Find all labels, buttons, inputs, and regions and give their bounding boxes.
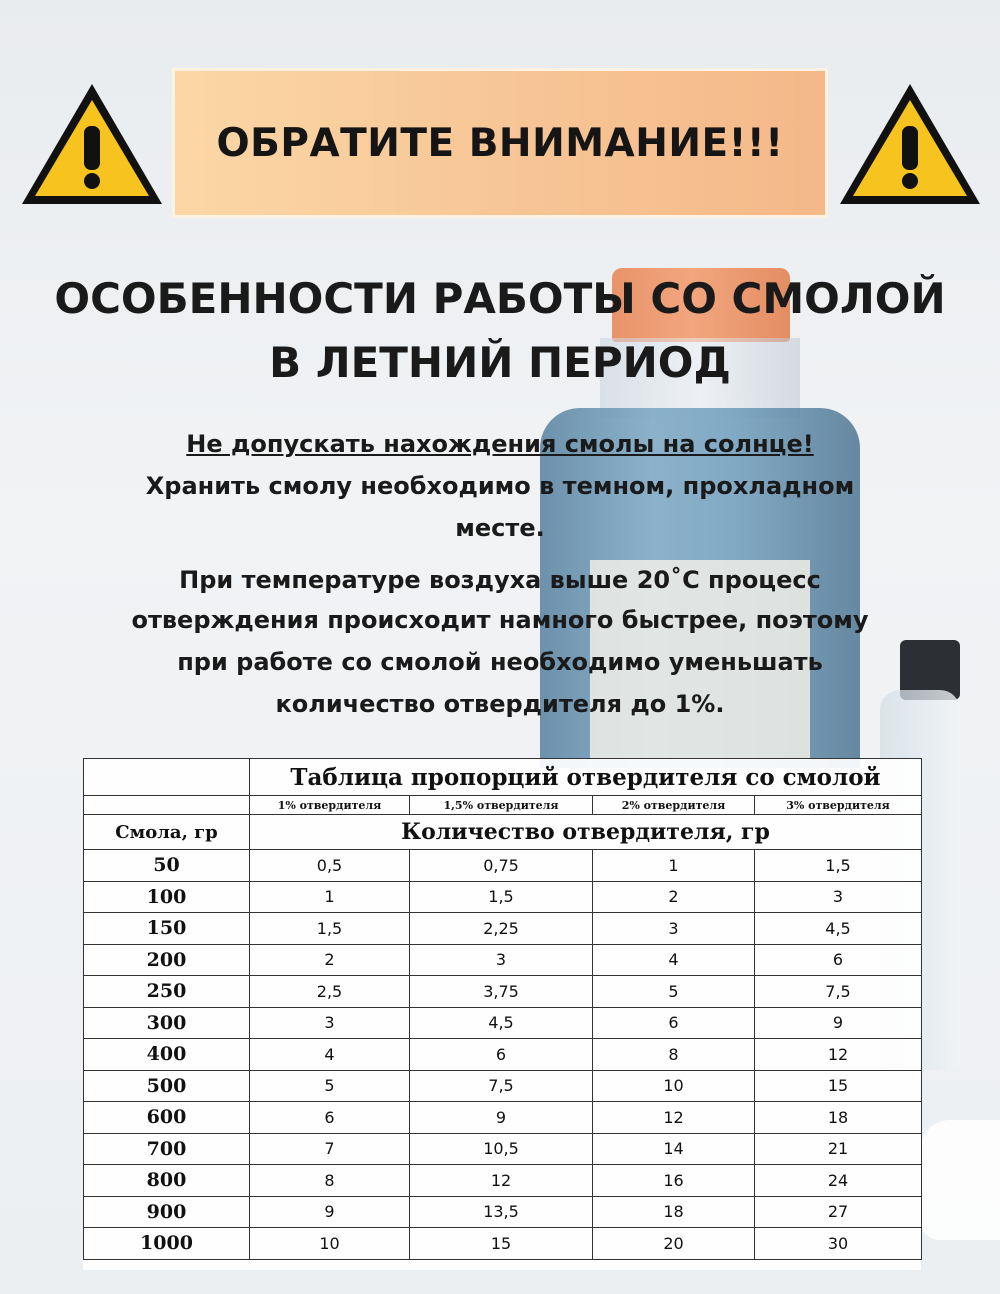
hardener-amount-cell: 7,5 [755, 976, 922, 1008]
hardener-amount-cell: 2,25 [410, 913, 593, 945]
hardener-amount-cell: 1,5 [755, 850, 922, 882]
resin-amount-cell: 50 [84, 850, 250, 882]
hardener-amount-cell: 3 [593, 913, 755, 945]
hardener-amount-cell: 5 [250, 1070, 410, 1102]
table-row [84, 913, 922, 945]
hardener-amount-cell: 12 [755, 1039, 922, 1071]
hardener-amount-cell: 13,5 [410, 1196, 593, 1228]
hardener-amount-cell: 15 [410, 1228, 593, 1260]
subheader-1pct: 1% отвердителя [250, 796, 410, 815]
hardener-amount-cell: 10 [593, 1070, 755, 1102]
resin-amount-cell: 400 [84, 1039, 250, 1071]
table-corner-cell [84, 796, 250, 815]
hardener-amount-cell: 7,5 [410, 1070, 593, 1102]
hardener-amount-cell: 2 [593, 881, 755, 913]
hardener-amount-cell: 6 [593, 1007, 755, 1039]
resin-amount-cell: 800 [84, 1165, 250, 1197]
hardener-amount-cell: 4,5 [755, 913, 922, 945]
resin-amount-cell: 300 [84, 1007, 250, 1039]
hardener-amount-cell: 15 [755, 1070, 922, 1102]
attention-banner: ОБРАТИТЕ ВНИМАНИЕ!!! [172, 68, 828, 218]
resin-amount-cell: 1000 [84, 1228, 250, 1260]
table-title: Таблица пропорций отвердителя со смолой [250, 759, 922, 796]
hardener-amount-cell: 9 [250, 1196, 410, 1228]
hardener-amount-cell: 2,5 [250, 976, 410, 1008]
hardener-amount-cell: 0,75 [410, 850, 593, 882]
table-row [84, 1070, 922, 1102]
ratio-table [83, 758, 922, 1260]
hardener-amount-cell: 1,5 [250, 913, 410, 945]
hardener-amount-cell: 1 [593, 850, 755, 882]
hardener-amount-cell: 1,5 [410, 881, 593, 913]
hardener-amount-cell: 5 [593, 976, 755, 1008]
headline-line2: В ЛЕТНИЙ ПЕРИОД [269, 338, 731, 387]
headline-line1: ОСОБЕННОСТИ РАБОТЫ СО СМОЛОЙ [54, 274, 946, 323]
table-row [84, 881, 922, 913]
hardener-amount-cell: 21 [755, 1133, 922, 1165]
hardener-amount-cell: 0,5 [250, 850, 410, 882]
hardener-amount-cell: 9 [755, 1007, 922, 1039]
hardener-amount-cell: 8 [593, 1039, 755, 1071]
sun-warning: Не допускать нахождения смолы на солнце! [186, 430, 814, 458]
resin-amount-cell: 600 [84, 1102, 250, 1134]
warning-triangle-icon [836, 80, 984, 208]
resin-amount-cell: 150 [84, 913, 250, 945]
hardener-amount-cell: 2 [250, 944, 410, 976]
ratio-table-container [83, 758, 921, 1270]
storage-text-1: Хранить смолу необходимо в темном, прохладном [145, 472, 855, 500]
table-row [84, 1133, 922, 1165]
resin-amount-cell: 100 [84, 881, 250, 913]
hardener-amount-cell: 12 [410, 1165, 593, 1197]
hardener-amount-cell: 10,5 [410, 1133, 593, 1165]
warning-triangle-icon [18, 80, 166, 208]
table-row [84, 850, 922, 882]
hardener-amount-cell: 4 [593, 944, 755, 976]
hardener-amount-cell: 7 [250, 1133, 410, 1165]
towel [920, 1120, 1000, 1240]
temperature-text-4: количество отвердителя до 1%. [275, 690, 725, 718]
hardener-amount-cell: 18 [593, 1196, 755, 1228]
hardener-amount-cell: 1 [250, 881, 410, 913]
hardener-amount-cell: 8 [250, 1165, 410, 1197]
temperature-text-3: при работе со смолой необходимо уменьшать [177, 648, 823, 676]
table-row [84, 1102, 922, 1134]
table-row [84, 1007, 922, 1039]
resin-amount-cell: 500 [84, 1070, 250, 1102]
hardener-amount-cell: 16 [593, 1165, 755, 1197]
subheader-3pct: 3% отвердителя [755, 796, 922, 815]
resin-amount-cell: 900 [84, 1196, 250, 1228]
amount-header: Количество отвердителя, гр [250, 815, 922, 850]
subheader-1-5pct: 1,5% отвердителя [410, 796, 593, 815]
hardener-amount-cell: 3 [250, 1007, 410, 1039]
hardener-amount-cell: 3 [755, 881, 922, 913]
table-corner-cell [84, 759, 250, 796]
table-row [84, 1039, 922, 1071]
hardener-amount-cell: 10 [250, 1228, 410, 1260]
hardener-amount-cell: 3 [410, 944, 593, 976]
resin-amount-cell: 700 [84, 1133, 250, 1165]
hardener-amount-cell: 4,5 [410, 1007, 593, 1039]
hardener-amount-cell: 20 [593, 1228, 755, 1260]
resin-amount-cell: 200 [84, 944, 250, 976]
subheader-2pct: 2% отвердителя [593, 796, 755, 815]
temperature-text-2: отверждения происходит намного быстрее, поэтому [131, 606, 869, 634]
hardener-amount-cell: 14 [593, 1133, 755, 1165]
hardener-amount-cell: 18 [755, 1102, 922, 1134]
hardener-amount-cell: 9 [410, 1102, 593, 1134]
resin-amount-cell: 250 [84, 976, 250, 1008]
table-row [84, 1196, 922, 1228]
table-row [84, 1165, 922, 1197]
resin-header: Смола, гр [84, 815, 250, 850]
table-row [84, 1228, 922, 1260]
hardener-amount-cell: 24 [755, 1165, 922, 1197]
temperature-text-1: При температуре воздуха выше 20˚С процесс [179, 566, 821, 594]
table-row [84, 944, 922, 976]
hardener-amount-cell: 6 [410, 1039, 593, 1071]
storage-text-2: месте. [455, 514, 545, 542]
hardener-amount-cell: 6 [755, 944, 922, 976]
hardener-amount-cell: 30 [755, 1228, 922, 1260]
hardener-amount-cell: 6 [250, 1102, 410, 1134]
hardener-amount-cell: 4 [250, 1039, 410, 1071]
hardener-amount-cell: 27 [755, 1196, 922, 1228]
hardener-amount-cell: 12 [593, 1102, 755, 1134]
hardener-amount-cell: 3,75 [410, 976, 593, 1008]
table-row [84, 976, 922, 1008]
